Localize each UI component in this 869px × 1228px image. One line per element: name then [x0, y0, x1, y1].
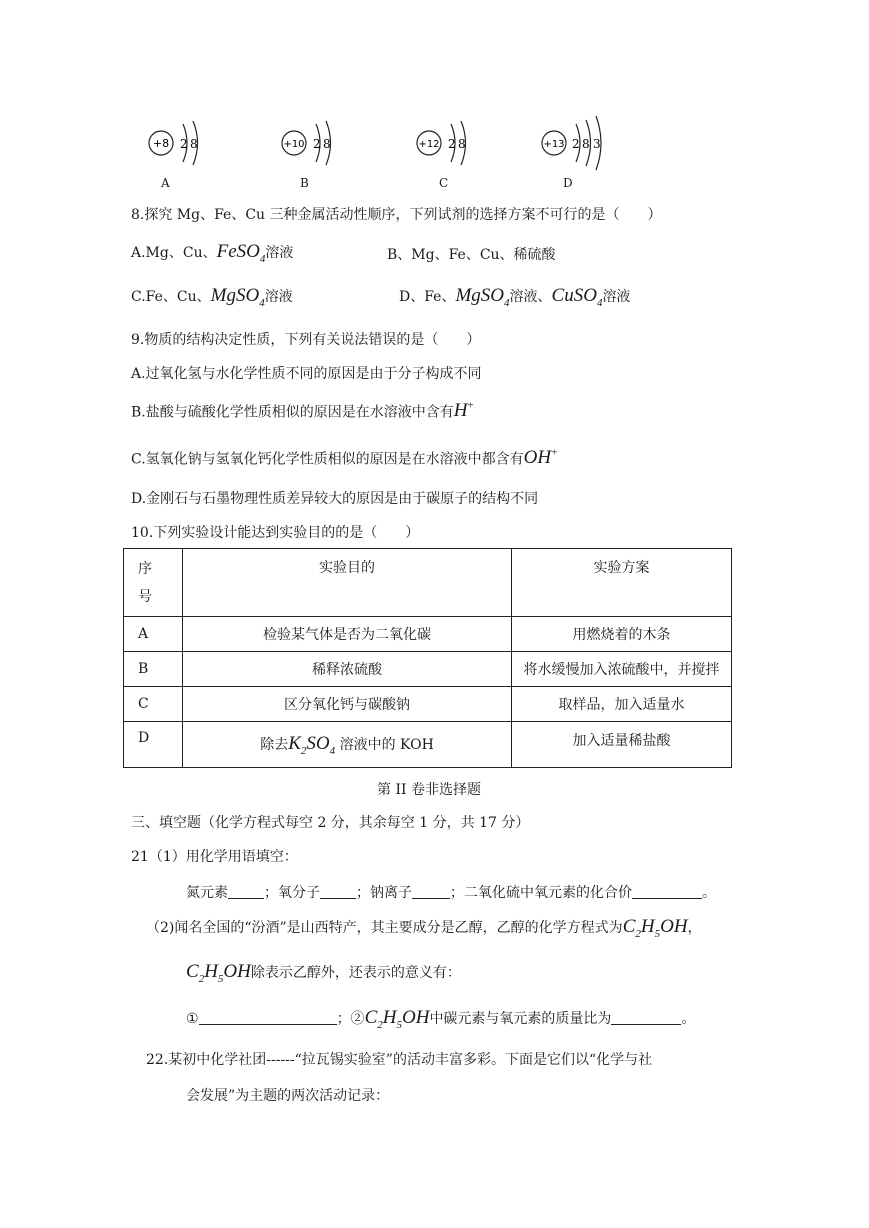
- row-plan: 将水缓慢加入浓硫酸中，并搅拌: [512, 652, 732, 687]
- table-row: [124, 652, 732, 687]
- table-header-row: [124, 549, 732, 617]
- row-purpose: 检验某气体是否为二氧化碳: [183, 617, 512, 652]
- q9-option-d: D.金刚石与石墨物理性质差异较大的原因是由于碳原子的结构不同: [131, 491, 539, 507]
- q9-stem: 9.物质的结构决定性质，下列有关说法错误的是（ ）: [131, 332, 481, 348]
- answer-blank[interactable]: [320, 884, 356, 899]
- part3-heading: 三、填空题（化学方程式每空 2 分，其余每空 1 分，共 17 分）: [131, 815, 530, 831]
- svg-text:2: 2: [180, 137, 188, 151]
- answer-blank[interactable]: [611, 1010, 681, 1025]
- atom-label-c: C: [439, 176, 449, 190]
- q8-option-b: B、Mg、Fe、Cu、稀硫酸: [387, 247, 556, 263]
- q22-line1: 22.某初中化学社团------“拉瓦锡实验室”的活动丰富多彩。下面是它们以“化学与社: [146, 1052, 653, 1068]
- atom-label-d: D: [563, 176, 573, 190]
- q8-option-a: A.Mg、Cu、FeSO$_4$溶液: [131, 241, 294, 265]
- q8-option-c: C.Fe、Cu、MgSO$_4$溶液: [131, 285, 293, 309]
- nucleus-charge: +10: [283, 139, 305, 150]
- svg-text:8: 8: [582, 137, 590, 151]
- answer-blank[interactable]: [199, 1010, 337, 1025]
- atom-structure-c: [415, 118, 485, 168]
- row-plan: 取样品，加入适量水: [512, 687, 732, 722]
- section-title: 第 II 卷非选择题: [377, 782, 481, 798]
- atom-label-a: A: [161, 176, 170, 190]
- header-number: 序 号: [124, 549, 183, 617]
- svg-text:8: 8: [323, 137, 331, 151]
- q21-part2-line2: $C_2H_5OH$除表示乙醇外，还表示的意义有：: [186, 961, 461, 985]
- q21-part2-line3: ① ；$②C_2H_5OH$中碳元素与氧元素的质量比为 。: [186, 1007, 696, 1031]
- experiment-table: [123, 548, 732, 768]
- row-number: A: [124, 617, 183, 652]
- header-purpose: 实验目的: [183, 549, 512, 617]
- q21-part2-line1: （2)闻名全国的“汾酒”是山西特产，其主要成分是乙醇，乙醇的化学方程式为$C_2H_5OH$，: [146, 916, 702, 940]
- row-purpose: 稀释浓硫酸: [183, 652, 512, 687]
- table-row: [124, 722, 732, 768]
- nucleus-charge: +13: [543, 139, 565, 150]
- table-row: [124, 617, 732, 652]
- q8-option-d: D、Fe、MgSO$_4$溶液、CuSO$_4$溶液: [399, 285, 631, 309]
- svg-text:2: 2: [448, 137, 456, 151]
- svg-text:3: 3: [593, 137, 601, 151]
- answer-blank[interactable]: [228, 884, 264, 899]
- q8-stem: 8.探究 Mg、Fe、Cu 三种金属活动性顺序，下列试剂的选择方案不可行的是（ ）: [131, 207, 662, 223]
- q22-line2: 会发展”为主题的两次活动记录：: [186, 1088, 390, 1104]
- svg-text:2: 2: [572, 137, 580, 151]
- nucleus-charge: +8: [152, 137, 170, 150]
- q21-part1-blanks: 氮元素 ；氧分子 ；钠离子 ；二氧化硫中氧元素的化合价 。: [186, 885, 716, 901]
- row-number: C: [124, 687, 183, 722]
- row-purpose: 区分氧化钙与碳酸钠: [183, 687, 512, 722]
- answer-blank[interactable]: [412, 884, 450, 899]
- row-plan: 加入适量稀盐酸: [512, 722, 732, 768]
- svg-text:8: 8: [458, 137, 466, 151]
- atom-structure-a: [147, 118, 217, 168]
- q9-option-c: C.氢氧化钠与氢氧化钙化学性质相似的原因是在水溶液中都含有OH+: [131, 447, 558, 469]
- q10-stem: 10.下列实验设计能达到实验目的的是（ ）: [131, 525, 420, 541]
- svg-text:2: 2: [313, 137, 321, 151]
- row-number: D: [124, 722, 183, 768]
- table-row: [124, 687, 732, 722]
- row-purpose: 除去$K_2SO_4$ 溶液中的 KOH: [183, 722, 512, 768]
- q9-option-b: B.盐酸与硫酸化学性质相似的原因是在水溶液中含有H+: [131, 400, 474, 422]
- q21-part1-title: 21（1）用化学用语填空：: [131, 849, 298, 865]
- atom-label-b: B: [300, 176, 309, 190]
- atom-structure-d: [540, 114, 620, 172]
- atom-structure-b: [280, 118, 350, 168]
- svg-text:8: 8: [190, 137, 198, 151]
- row-number: B: [124, 652, 183, 687]
- row-plan: 用燃烧着的木条: [512, 617, 732, 652]
- q9-option-a: A.过氧化氢与水化学性质不同的原因是由于分子构成不同: [131, 366, 482, 382]
- header-plan: 实验方案: [512, 549, 732, 617]
- nucleus-charge: +12: [418, 139, 440, 150]
- answer-blank[interactable]: [632, 884, 702, 899]
